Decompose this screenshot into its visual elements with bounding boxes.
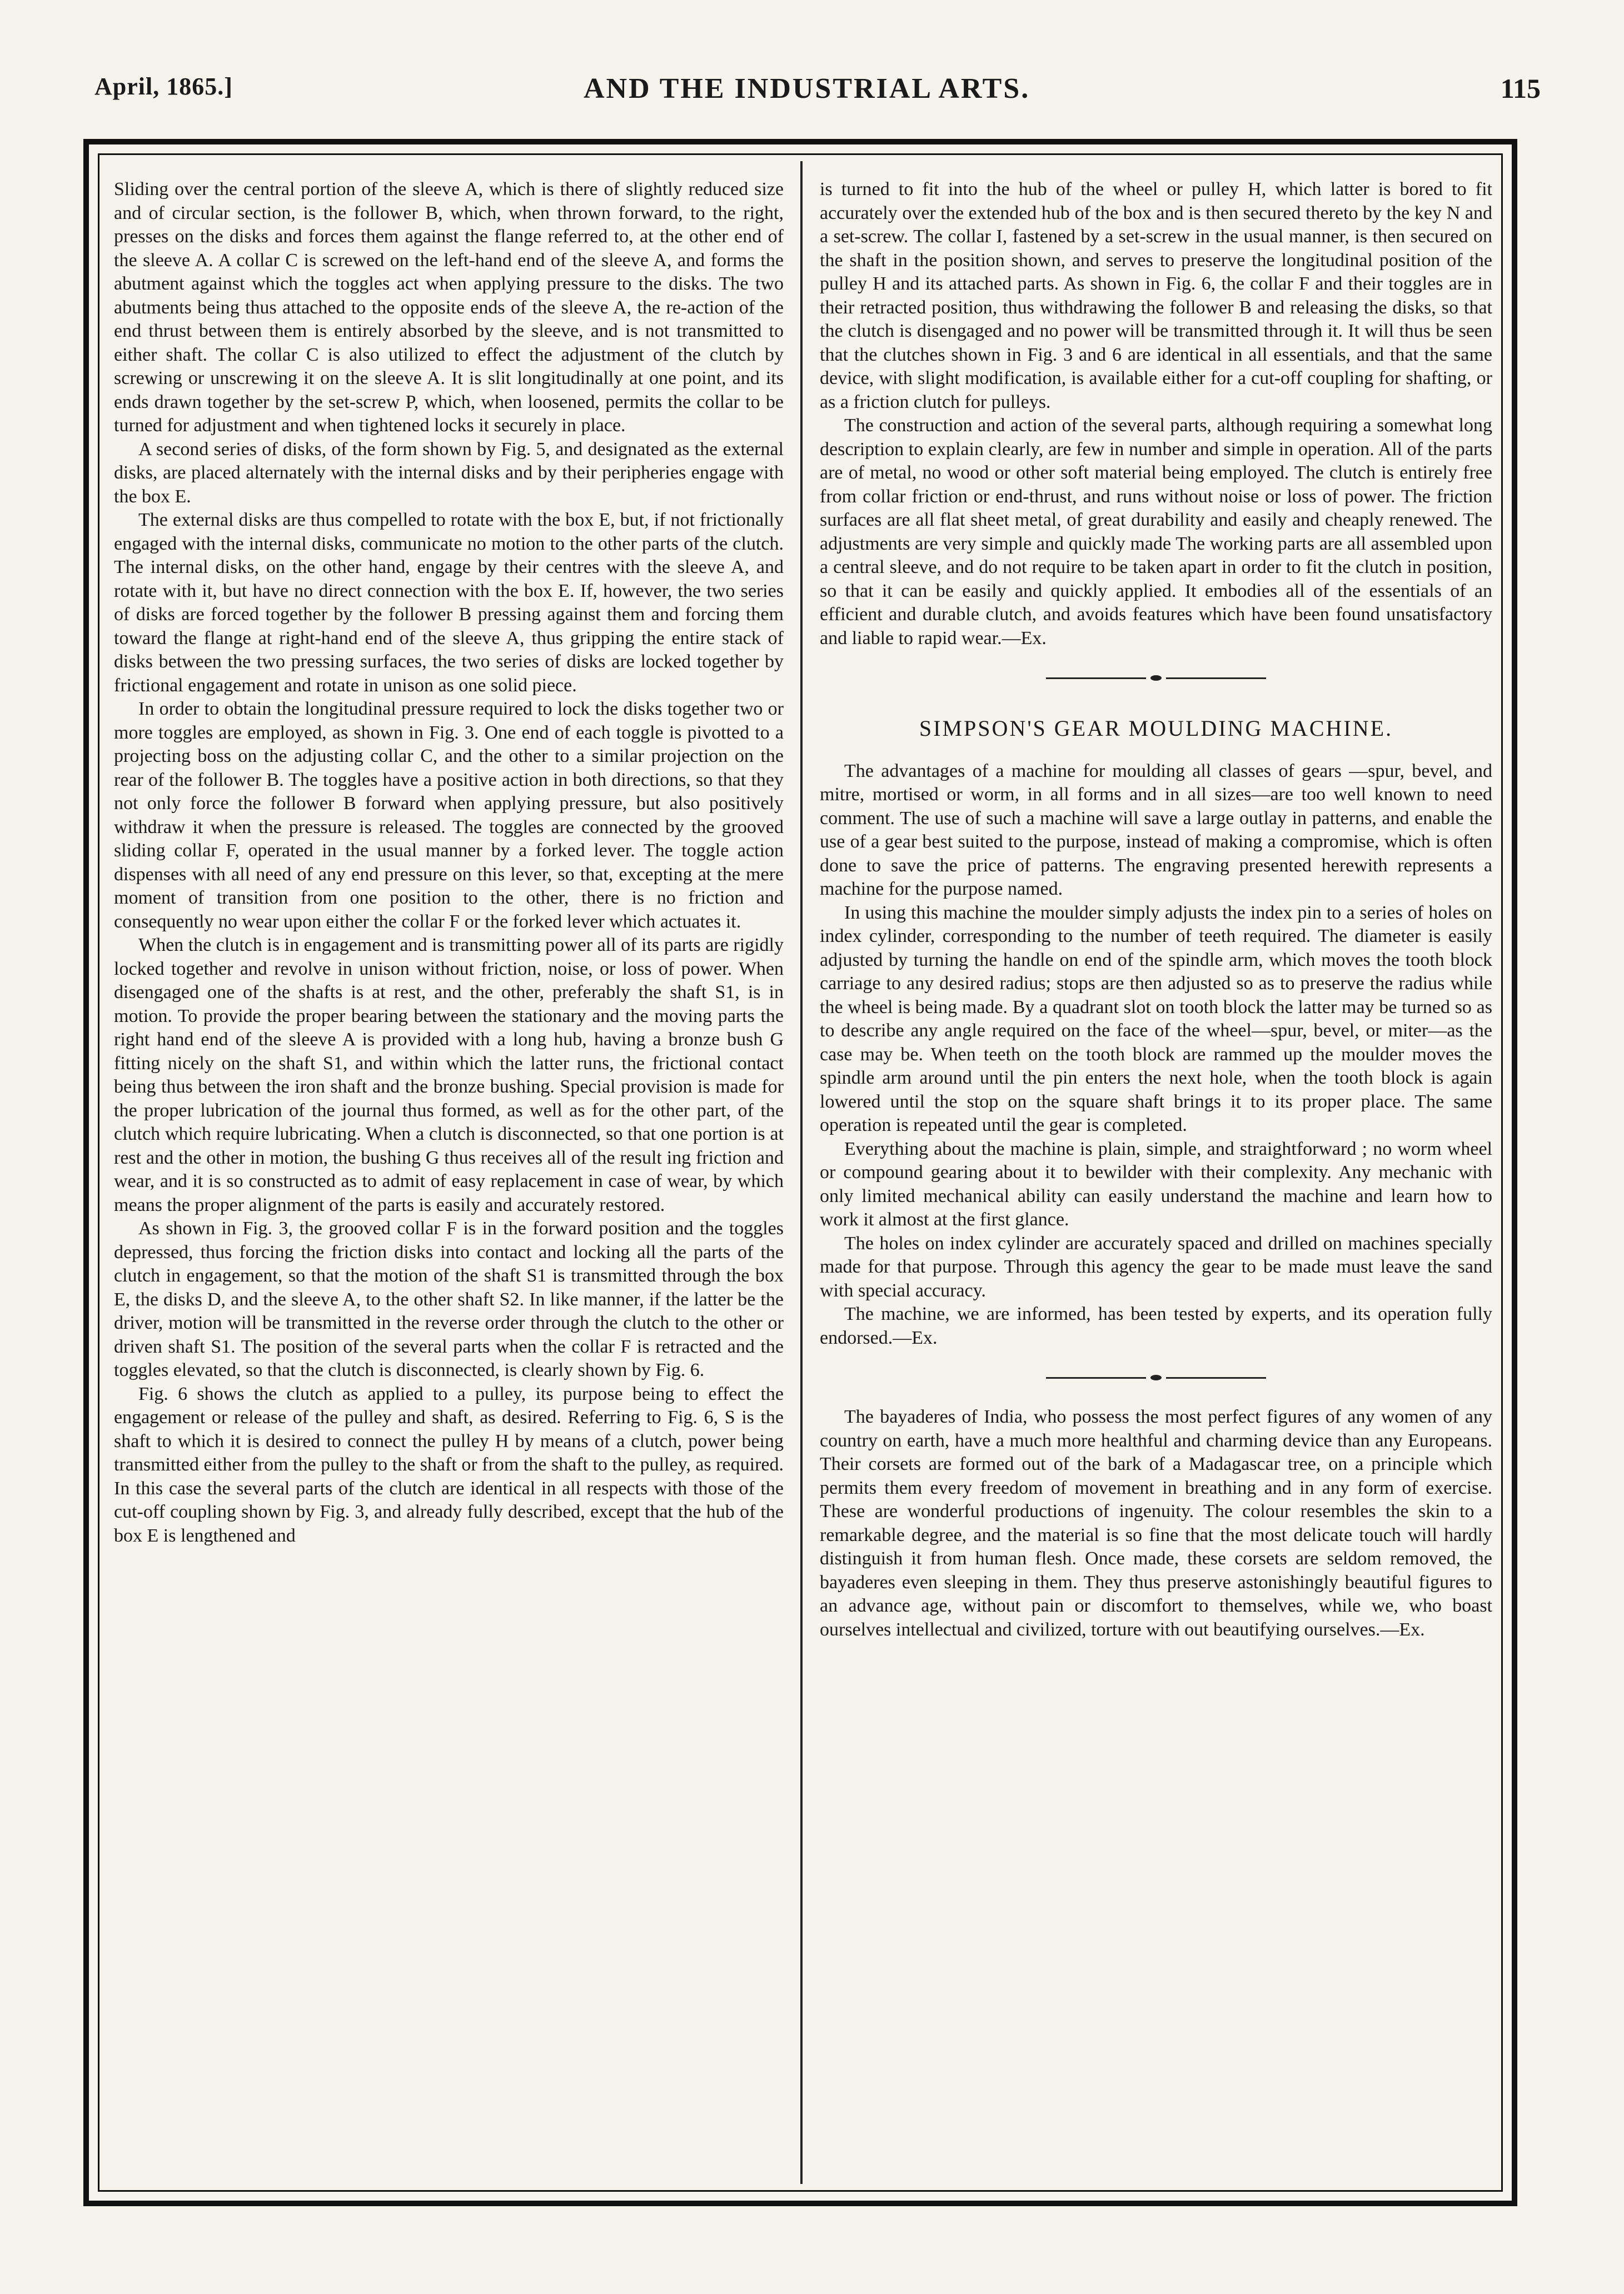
divider-line <box>1166 1377 1266 1379</box>
divider-ornament <box>1150 1375 1162 1380</box>
paragraph: Fig. 6 shows the clutch as applied to a pulley, its purpose being to effect the engagement or release of the pulley and shaft, as desired. Referring to Fig. 6, S is the shaft to which it is desired to connect the pulley H by means of a clutch, power being transmitted either from the pulley to the shaft or from the shaft to the pulley, as required. In this case the several parts of the clutch are identical in all respects with those of the cut-off coupling shown by Fig. 3, and already fully described, except that the hub of the box E is lengthened and <box>114 1383 784 1546</box>
header-title: AND THE INDUSTRIAL ARTS. <box>584 73 1030 104</box>
paragraph: The construction and action of the several parts, although requiring a somewhat long description to explain clearly, are few in number and simple in operation. All of the parts are of metal, no wood or other soft material being employed. The clutch is entirely free from collar friction or end-thrust, and runs without noise or loss of power. The friction surfaces are all flat sheet metal, of great durability and easily and cheaply renewed. The adjustments are very simple and quickly made The working parts are all assembled upon a central sleeve, and do not require to be taken apart in order to fit the clutch in position, so that it can be easily and quickly applied. It embodies all of the essentials of an efficient and durable clutch, and avoids features which have been found unsatisfactory and liable to rapid wear.—Ex. <box>820 415 1492 649</box>
right-column <box>820 178 1492 1642</box>
running-head <box>0 72 1624 117</box>
paragraph: In order to obtain the longitudinal pressure required to lock the disks together two or more toggles are employed, as shown in Fig. 3. One end of each toggle is pivotted to a projecting boss on the adjusting collar C, and the other to a similar projection on the rear of the follower B. The toggles have a positive action in both directions, so that they not only force the follower B forward when applying pressure, but also positively withdraw it when the pressure is released. The toggles are connected by the grooved sliding collar F, operated in the usual manner by a forked lever. The toggle action dispenses with all need of any end pressure on this lever, so that, excepting at the mere moment of transition from one position to the other, there is no friction and consequently no wear upon either the collar F or the forked lever which actuates it. <box>114 699 784 932</box>
divider-ornament <box>1150 675 1162 681</box>
column-rule <box>800 161 803 2184</box>
paragraph: The holes on index cylinder are accurately spaced and drilled on machines specially made for that purpose. Through this agency the gear to be made must leave the sand with special accuracy. <box>820 1233 1492 1301</box>
divider-line <box>1166 677 1266 679</box>
paragraph: In using this machine the moulder simply adjusts the index pin to a series of holes on index cylinder, corresponding to the number of teeth required. The diameter is easily adjusted by turning the handle on end of the spindle arm, which moves the tooth block carriage to any desired radius; stops are then adjusted so as to preserve the radius while the wheel is being made. By a quadrant slot on tooth block the latter may be turned so as to describe any angle required on the face of the wheel—spur, bevel, or miter—as the case may be. When teeth on the tooth block are rammed up the moulder moves the spindle arm around until the pin enters the next hole, when the tooth block is again lowered until the stop on the square shaft brings it to its proper place. The same operation is repeated until the gear is completed. <box>820 902 1492 1135</box>
section-divider <box>820 1361 1492 1394</box>
section-title: SIMPSON'S GEAR MOULDING MACHINE. <box>919 716 1393 741</box>
paragraph: Sliding over the central portion of the sleeve A, which is there of slightly reduced size and of circular section, is the follower B, which, when thrown forward, to the right, presses on the disks and forces them against the flange referred to, at the other end of the sleeve A. A collar C is screwed on the left-hand end of the sleeve A, and forms the abutment against which the toggles act when applying pressure to the disks. The two abutments being thus attached to the opposite ends of the sleeve A, the re-action of the end thrust between them is entirely absorbed by the sleeve, and is not transmitted to either shaft. The collar C is also utilized to effect the adjustment of the clutch by screwing or unscrewing it on the sleeve A. It is slit longitudinally at one point, and its ends drawn together by the set-screw P, which, when loosened, permits the collar to be turned for adjustment and when tightened locks it securely in place. <box>114 179 784 436</box>
page-number: 115 <box>1500 73 1541 104</box>
header-date: April, 1865.] <box>94 73 233 100</box>
divider-line <box>1046 1377 1146 1379</box>
paragraph: The external disks are thus compelled to rotate with the box E, but, if not frictionally engaged with the internal disks, communicate no motion to the other parts of the clutch. The internal disks, on the other hand, engage by their centres with the sleeve A, and rotate with it, but have no direct connection with the box E. If, however, the two series of disks are forced together by the follower B pressing against them and forcing them toward the flange at right-hand end of the sleeve A, thus gripping the entire stack of disks between the two pressing surfaces, the two series of disks are locked together by frictional engagement and rotate in unison as one solid piece. <box>114 510 784 696</box>
paragraph: The bayaderes of India, who possess the most perfect figures of any women of any country on earth, have a much more healthful and charming device than any Europeans. Their corsets are formed out of the bark of a Madagascar tree, on a principle which permits them every freedom of movement in breathing and in any form of exercise. These are wonderful productions of ingenuity. The colour resembles the skin to a remarkable degree, and the material is so fine that the most delicate touch will hardly distinguish it from human flesh. Once made, these corsets are seldom removed, the bayaderes even sleeping in them. They thus preserve astonishingly beautiful figures to an advance age, without pain or discomfort to themselves, while we, who boast ourselves intellectual and civilized, torture with out beautifying ourselves.—Ex. <box>820 1407 1492 1640</box>
paragraph: A second series of disks, of the form shown by Fig. 5, and designated as the external disks, are placed alternately with the internal disks and by their peripheries engage with the box E. <box>114 438 784 507</box>
section-divider <box>820 661 1492 695</box>
paragraph: is turned to fit into the hub of the wheel or pulley H, which latter is bored to fit accurately over the extended hub of the box and is then secured thereto by the key N and a set-screw. The collar I, fastened by a set-screw in the usual manner, is then secured on the shaft in the position shown, and serves to preserve the longitudinal position of the pulley H and its attached parts. As shown in Fig. 6, the collar F and their toggles are in their retracted position, thus withdrawing the follower B and releasing the disks, so that the clutch is disengaged and no power will be transmitted through it. It will thus be seen that the clutches shown in Fig. 3 and 6 are identical in all essentials, and that the same device, with slight modification, is available either for a cut-off coupling for shafting, or as a friction clutch for pulleys. <box>820 179 1492 412</box>
left-column <box>114 178 784 1548</box>
paragraph: The machine, we are informed, has been tested by experts, and its operation fully endorsed.—Ex. <box>820 1304 1492 1348</box>
paragraph: The advantages of a machine for moulding all classes of gears —spur, bevel, and mitre, mortised or worm, in all forms and in all sizes—are too well known to need comment. The use of such a machine will save a large outlay in patterns, and enable the use of a gear best suited to the purpose, instead of making a compromise, which is often done to save the price of patterns. The engraving presented herewith represents a machine for the purpose named. <box>820 760 1492 899</box>
divider-line <box>1046 677 1146 679</box>
paragraph: As shown in Fig. 3, the grooved collar F is in the forward position and the toggles depressed, thus forcing the friction disks into contact and locking all the parts of the clutch in engagement, so that the motion of the shaft S1 is transmitted through the box E, the disks D, and the sleeve A, to the other shaft S2. In like manner, if the latter be the driver, motion will be transmitted in the reverse order through the clutch to the other or driven shaft S1. The position of the several parts when the collar F is retracted and the toggles elevated, so that the clutch is disconnected, is clearly shown by Fig. 6. <box>114 1218 784 1380</box>
paragraph: Everything about the machine is plain, simple, and straightforward ; no worm wheel or compound gearing about it to bewilder with their complexity. Any mechanic with only limited mechanical ability can easily understand the machine and learn how to work it almost at the first glance. <box>820 1138 1492 1230</box>
paragraph: When the clutch is in engagement and is transmitting power all of its parts are rigidly locked together and revolve in unison without friction, noise, or loss of power. When disengaged one of the shafts is at rest, and the other, preferably the shaft S1, is in motion. To provide the proper bearing between the stationary and the moving parts the right hand end of the sleeve A is provided with a long hub, having a bronze bush G fitting nicely on the shaft S1, and within which the latter runs, the frictional contact being thus between the iron shaft and the bronze bushing. Special provision is made for the proper lubrication of the journal thus formed, as well as for the other part, of the clutch which require lubricating. When a clutch is disconnected, so that one portion is at rest and the other in motion, the bushing G thus receives all of the result ing friction and wear, and it is so constructed as to admit of easy replacement in case of wear, by which means the proper alignment of the parts is easily and accurately restored. <box>114 935 784 1215</box>
